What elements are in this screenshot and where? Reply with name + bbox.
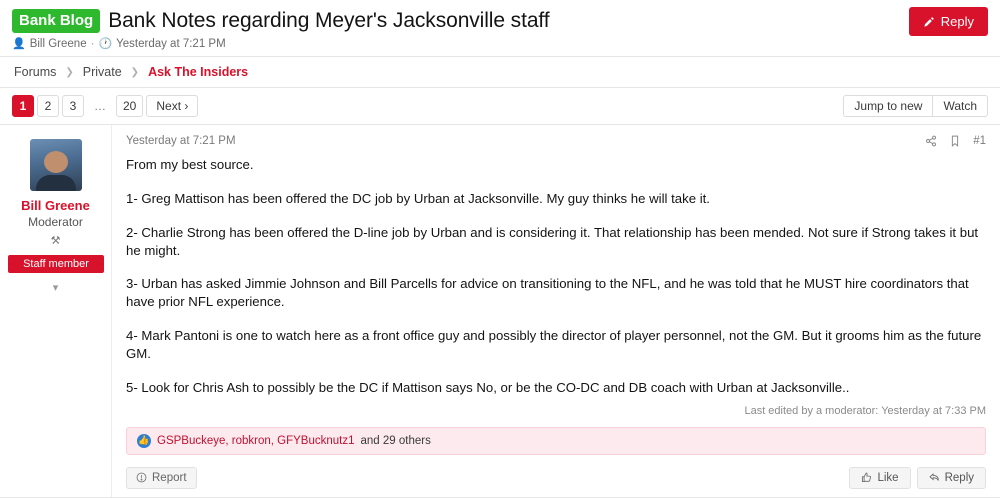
page-link-20[interactable]: 20 [116,95,143,117]
last-edited-note: Last edited by a moderator: Yesterday at 7:33 PM [744,404,986,417]
post-author-title: Moderator [28,215,83,230]
report-button-label: Report [152,471,187,484]
post-footer [126,467,986,489]
page-link-3[interactable]: 3 [62,95,84,117]
post-paragraph: 3- Urban has asked Jimmie Johnson and Bill Parcells for advice on transitioning to the NFL, and he was told that he MUST hire coordinators that have prior NFL experience. [126,276,969,310]
page-link-2[interactable]: 2 [37,95,59,117]
post-paragraph: From my best source. [126,157,254,173]
post-footer-actions [849,467,986,489]
thread-title-row [12,8,988,33]
thread-author[interactable]: Bill Greene [29,37,87,50]
reply-button-post-label: Reply [944,471,974,484]
post-header [126,135,986,147]
like-button-label: Like [877,471,899,484]
post-number[interactable]: #1 [973,135,986,148]
page-link-1[interactable]: 1 [12,95,34,117]
page-ellipsis: … [87,95,113,117]
reply-button-top[interactable] [909,7,988,36]
page-list [12,95,198,117]
reactions-bar [126,427,986,455]
post-header-actions [925,135,986,147]
chevron-down-icon[interactable]: ▾ [52,282,59,295]
jump-to-new-button[interactable]: Jump to new [843,95,933,117]
thumbs-up-icon: 👍 [137,434,151,448]
watch-button[interactable]: Watch [933,95,988,117]
user-icon: 👤 [12,38,26,51]
meta-separator: · [90,37,95,50]
avatar[interactable] [30,139,82,191]
post-paragraph: 4- Mark Pantoni is one to watch here as a front office guy and possibly the director of player personnel, not the GM. But it grooms him as the future GM. [126,328,982,361]
breadcrumb-item-private[interactable]: Private [82,65,122,80]
post [0,124,1000,496]
thread-header [0,0,1000,56]
post-paragraph: 2- Charlie Strong has been offered the D-line job by Urban and is considering it. That relationship has been mended. Not sure if Strong takes it but he might. [126,224,979,258]
post-paragraph: 1- Greg Mattison has been offered the DC job by Urban at Jacksonville. My guy thinks he will take it. [126,191,710,206]
breadcrumb-item-forums[interactable]: Forums [14,65,57,80]
author-rank-icon: ⚒ [50,235,61,248]
chevron-right-icon: ❯ [65,66,74,78]
thread-meta [12,37,988,50]
clock-icon: 🕐 [98,38,113,51]
reply-button-post[interactable] [917,467,986,489]
post-body [126,156,986,396]
reaction-others: and 29 others [360,434,431,447]
post-divider [0,497,1000,498]
post-author-name[interactable]: Bill Greene [21,198,90,214]
post-timestamp[interactable]: Yesterday at 7:21 PM [126,135,236,148]
reply-button-top-label: Reply [940,14,974,29]
breadcrumb-item-ask-the-insiders[interactable]: Ask The Insiders [148,65,249,80]
report-icon [136,472,147,483]
staff-member-badge: Staff member [8,255,104,273]
like-button[interactable] [849,467,910,489]
pencil-icon [923,16,935,28]
reaction-usernames[interactable]: GSPBuckeye, robkron, GFYBucknutz1 [157,434,355,447]
reply-arrow-icon [929,472,940,483]
report-button[interactable] [126,467,197,489]
bookmark-icon[interactable] [950,135,960,147]
thread-timestamp[interactable]: Yesterday at 7:21 PM [116,37,226,50]
chevron-right-icon: ❯ [130,66,140,78]
blog-badge: Bank Blog [12,9,100,33]
breadcrumb [0,56,1000,88]
page-next-button[interactable]: Next › [146,95,198,117]
thumbs-up-icon [861,472,872,483]
share-icon[interactable] [925,135,937,147]
page-title: Bank Notes regarding Meyer's Jacksonville staff [108,9,550,32]
pagination-bar [0,88,1000,124]
post-content-column [112,125,1000,496]
post-author-column [0,125,112,496]
post-paragraph: 5- Look for Chris Ash to possibly be the DC if Mattison says No, or be the CO-DC and DB coach with Urban at Jacksonville.. [126,379,850,395]
pagination-actions [843,95,988,117]
